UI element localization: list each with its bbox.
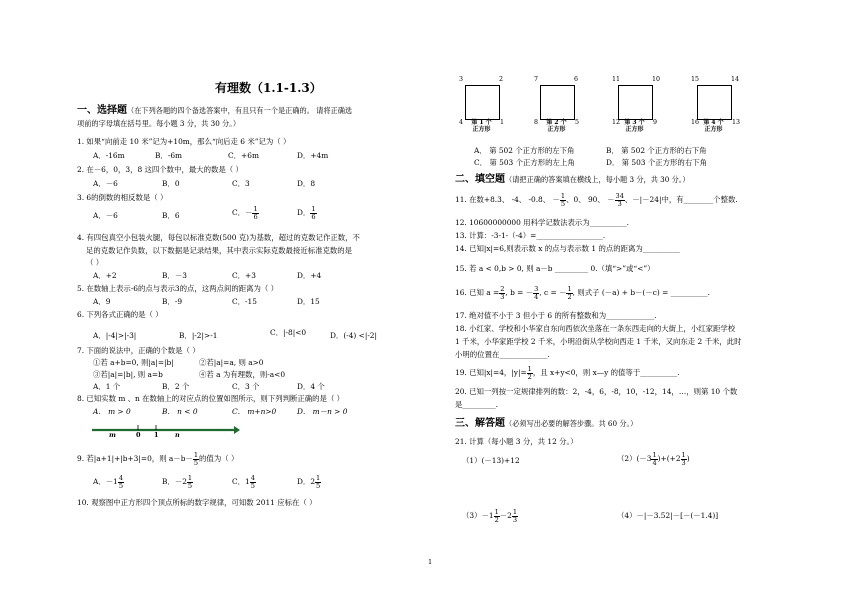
page-title: 有理数（1.1-1.3） [215,81,322,95]
q13: 13. 计算：-3-1-（-4）=__________________. [455,231,606,240]
square-3-corner-bl: 12 [612,119,621,126]
q18-line1: 18. 小红家、学校和小华家自东向西依次坐落在一条东西走向的大街上，小红家距学校 [455,324,736,333]
q21-p3-d2: 3 [512,515,518,524]
q19-pre: 19. 已知|x|=4，|y|= [455,368,527,378]
square-1-label [469,120,494,133]
q8-axis-m: m [109,431,116,439]
q9-den: 5 [193,458,199,467]
q9-a-num: 4 [118,474,124,482]
q2-option-d: D．8 [297,179,316,188]
square-3-corner-tl: 11 [612,76,621,83]
q9-b-label: B．－2 [162,477,187,487]
square-3-label [622,120,647,133]
q9-a-label: A．－1 [93,477,118,487]
q5-option-d: D．15 [297,297,320,306]
q9-option-a [93,475,124,489]
square-2-label [544,120,569,133]
q19-post: ，且 x+y<0，则 x—y 的值等于__________. [532,368,680,378]
q14: 14. 已知|x|=6,则表示数 x 的点与表示数 1 的点的距离为__________ [455,244,680,253]
q19-row [455,366,680,380]
q20-line1: 20. 已知一列按一定规律排列的数：2，-4，6，-8，10，-12，14，…，则第 10 个数 [455,387,738,396]
section2-heading-row [455,174,690,187]
square-4-label-line1: 第 4 个 [703,119,724,126]
q6-option-a: A．|-4|>|-3| [93,331,137,340]
q2-stem: 2. 在－6，0，3，8 这四个数中，最大的数是（ ） [77,165,243,174]
section3-heading-row [455,418,637,431]
q11-f2-num: 34 [615,192,624,200]
q7-statement-4: ④若 a 为有理数，则-a<0 [199,370,286,379]
q16-pre: 16. 已知 a = [455,288,500,298]
q8-stem: 8. 已知实数 m 、n 在数轴上的对应点的位置如图所示，则下列判断正确的是（ ） [77,394,345,403]
square-4-corner-br: 13 [732,119,741,126]
q8-option-c: C． m+n>0 [232,407,277,416]
q3-option-c [232,206,259,220]
q3-c-num: 1 [253,205,258,213]
q5-stem: 5. 在数轴上表示-6的点与表示3的点，这两点间的距离为（ ） [77,284,279,293]
q11-f1-num: 1 [560,192,566,200]
q2-option-c: C．3 [232,179,250,188]
q4-option-d: D．+4 [297,271,322,280]
q21-p2-d1: 4 [652,458,657,467]
q19-den: 2 [527,372,532,381]
square-1-corner-br: 1 [500,119,505,126]
q3-c-fraction [252,206,258,220]
q10-option-d: D． 第 503 个正方形的右下角 [606,158,707,167]
q8-option-d: D． m－n > 0 [297,407,348,416]
section1-heading-row [77,105,352,118]
q17: 17. 绝对值不小于 3 但小于 6 的所有整数和为_____________. [455,311,657,320]
square-1-label-line1: 第 1 个 [471,119,492,126]
square-1 [465,85,500,120]
q19-num: 1 [527,365,532,373]
q21-p3-pre: （3）－1 [462,511,494,521]
q16-c-num: 1 [567,285,572,293]
q11-pre: 11. 在数+8.3、 -4、 -0.8、 [455,195,551,205]
q7-statement-2: ②若|a|=a, 则 a>0 [199,358,264,367]
q7-stem: 7. 下面的说法中，正确的个数是（ ） [77,346,200,355]
q16-post: , 则式子 (－a) + b－(－c) = __________. [572,288,710,298]
q11-mid1: 、0、 90、 － [566,195,615,205]
q2-option-a: A．－6 [93,179,118,188]
square-2-corner-tl: 7 [534,76,539,83]
q4-line2: 足的克数记作负数，以下数据是记录结果，其中表示实际克数最接近标准克数的是 [86,246,353,255]
q7-option-a: A．1 个 [93,382,121,391]
q9-option-b [162,475,193,489]
q21-p3-n1: 1 [494,508,499,516]
q9-c-label: C．1 [232,477,250,487]
q9-a-fraction [118,475,124,489]
square-4-label [701,120,726,133]
q7-statement-1: ①若 a+b=0, 则|a|=|b| [93,358,174,367]
q12: 12. 10600000000 用科学记数法表示为__________. [455,218,629,227]
q9-b-fraction [187,475,193,489]
q10-option-a: A． 第 502 个正方形的左下角 [474,146,575,155]
q7-statement-3: ③若|a|=|b|, 则 a=b [93,370,163,379]
page-number: 1 [428,558,433,566]
square-1-corner-tr: 2 [499,76,504,83]
q21-part2 [617,452,690,466]
square-2-corner-tr: 6 [574,76,579,83]
q9-a-den: 5 [118,481,124,490]
q21-part4: （4）－|－3.52|－[－(－1.4)] [617,511,719,520]
q8-option-b: B． n < 0 [162,407,198,416]
q3-d-den: 6 [311,212,316,221]
q2-option-b: B．0 [162,179,180,188]
q6-option-b: B．|-2|>-1 [179,331,218,340]
q9-option-c [232,475,256,489]
square-2-label-line1: 第 2 个 [546,119,567,126]
q3-stem: 3. 6的倒数的相反数是（ ） [77,193,168,202]
q9-stem-post: 的值为（ ） [199,454,239,464]
q18-line3: 小明的位置在_____________. [455,350,550,359]
section2-heading: 二、填空题 [455,174,505,185]
square-3-corner-tr: 10 [652,76,661,83]
q7-option-d: D．4 个 [297,382,325,391]
section3-hint: （必须写出必要的解答步骤。共 60 分。） [505,419,638,428]
q8-axis-0: 0 [136,431,141,439]
square-4-corner-tl: 15 [691,76,700,83]
q9-stem-pre: 9. 若|a+1|+|b+3|=0，则 a－b－ [77,454,193,464]
q21-p2-d2: 3 [681,458,686,467]
q8-axis-1: 1 [154,431,159,439]
q9-num: 1 [193,451,199,459]
q10-option-b: B． 第 502 个正方形的右下角 [606,146,707,155]
square-2-label-line2: 正方形 [547,125,566,133]
q1-option-a: A．-16m [93,151,125,160]
square-3-label-line2: 正方形 [625,125,644,133]
section1-heading: 一、选择题 [77,105,127,116]
q16-c-den: 2 [567,292,572,301]
q9-d-den: 5 [316,481,321,490]
q4-line3: （ ） [86,258,104,267]
q5-option-a: A．9 [93,297,111,306]
square-3 [618,85,653,120]
square-1-corner-tl: 3 [459,76,464,83]
q1-option-b: B．-6m [155,151,183,160]
q21-p3-n2: 1 [512,508,518,516]
q6-stem: 6. 下列各式正确的是（ ） [77,310,163,319]
q11-fraction-2 [615,193,625,207]
q21-p3-fraction-2 [512,509,518,523]
q4-option-a: A．+2 [93,271,117,280]
square-1-corner-bl: 4 [459,119,464,126]
q3-c-den: 6 [253,212,258,221]
square-2 [540,85,575,120]
q4-option-c: C．+3 [232,271,256,280]
square-4 [697,85,732,120]
square-4-label-line2: 正方形 [704,125,723,133]
q9-b-num: 1 [187,474,193,482]
q11-f1-den: 5 [560,199,566,208]
q3-option-d [297,206,317,220]
q11-row [455,193,738,207]
q9-stem [77,452,238,466]
square-1-label-line2: 正方形 [472,125,491,133]
q11-mid2: 、－|－24|中，有________个整数. [624,195,738,205]
q9-c-num: 4 [250,474,255,482]
q1-option-d: D．+4m [297,151,329,160]
q21-p2-n2: 1 [681,451,686,459]
q5-option-b: B．-9 [162,297,183,306]
q11-neg: － [552,195,560,205]
q10-stem: 10. 观察图中正方形四个顶点所标的数字规律，可知数 2011 应标在（ ） [77,498,317,507]
q21-p2-mid: )+(+2 [657,454,681,464]
section3-heading: 三、解答题 [455,418,505,429]
q6-option-d: D．(-4) <|-2| [330,331,378,340]
q15: 15. 若 a < 0,b > 0, 则 a－b _________ 0.（填“>”或“<”） [455,264,655,273]
q11-f2-den: 3 [617,199,622,208]
q21-p3-d1: 2 [494,515,499,524]
q16-row [455,286,710,300]
q8-option-a: A． m > 0 [93,407,131,416]
q4-line1: 4. 有四包真空小包装火腿，每包以标准克数(500 克)为基数，超过的克数记作正数，不 [77,233,360,242]
q16-c-pre: , c = － [539,288,567,298]
q21-stem: 21. 计算（每小题 3 分，共 12 分。） [455,437,578,446]
q5-option-c: C．-15 [232,297,257,306]
square-2-corner-br: 5 [575,119,580,126]
q16-b-pre: , b = － [505,288,534,298]
q3-option-d-label: D． [297,208,311,218]
square-4-corner-bl: 16 [691,119,700,126]
q9-d-label: D．2 [297,477,316,487]
q21-p2-n1: 1 [652,451,657,459]
square-2-corner-bl: 8 [534,119,539,126]
q16-a-num: 2 [500,285,505,293]
q21-part1: （1）(－13)+12 [462,456,520,465]
q18-line2: 1 千米，小华家距学校 2 千米，小明沿街从学校向西走 1 千米，又向东走 2 千米，此时 [455,337,742,346]
q3-d-fraction [310,206,316,220]
section2-hint: （请把正确的答案填在横线上，每小题 3 分，共 30 分。） [505,175,690,184]
q10-option-c: C． 第 503 个正方形的左上角 [474,158,575,167]
q1-option-c: C．+6m [228,151,259,160]
q21-p2-post: ) [686,454,690,464]
q21-part3 [462,509,518,523]
q9-d-fraction [315,475,321,489]
q16-a-den: 3 [500,292,505,301]
q9-option-d [297,475,321,489]
square-4-corner-tr: 14 [731,76,740,83]
q3-option-b: B．6 [162,211,180,220]
q4-option-b: B．－3 [162,271,187,280]
q8-axis-n: n [175,431,180,439]
q7-option-b: B．2 个 [162,382,190,391]
q9-b-den: 5 [187,481,193,490]
q21-p3-mid: －2 [499,511,512,521]
q6-option-c: C．|-8|<0 [270,328,307,337]
q9-d-num: 1 [316,474,321,482]
q16-b-num: 3 [534,285,539,293]
q7-option-c: C．3 个 [232,382,260,391]
q20-line2: 是_________. [455,400,498,409]
square-3-corner-br: 9 [653,119,658,126]
section1-hint-line2: 项前的字母填在括号里。每小题 3 分，共 30 分。） [77,119,241,128]
q3-option-c-label: C．－ [232,208,253,218]
q1-stem: 1. 如果“向前走 10 米”记为+10m，那么“向后走 6 米”记为（ ） [77,137,291,146]
q9-c-fraction [250,475,256,489]
section1-hint: （在下列各题的四个备选答案中，有且只有一个是正确的。 请将正确选 [127,106,353,115]
q3-option-a: A．－6 [93,211,118,220]
square-3-label-line1: 第 3 个 [624,119,645,126]
q9-c-den: 5 [250,481,255,490]
q16-b-den: 4 [534,292,539,301]
q21-p2-pre: （2）(－3 [617,454,652,464]
q3-d-num: 1 [311,205,316,213]
